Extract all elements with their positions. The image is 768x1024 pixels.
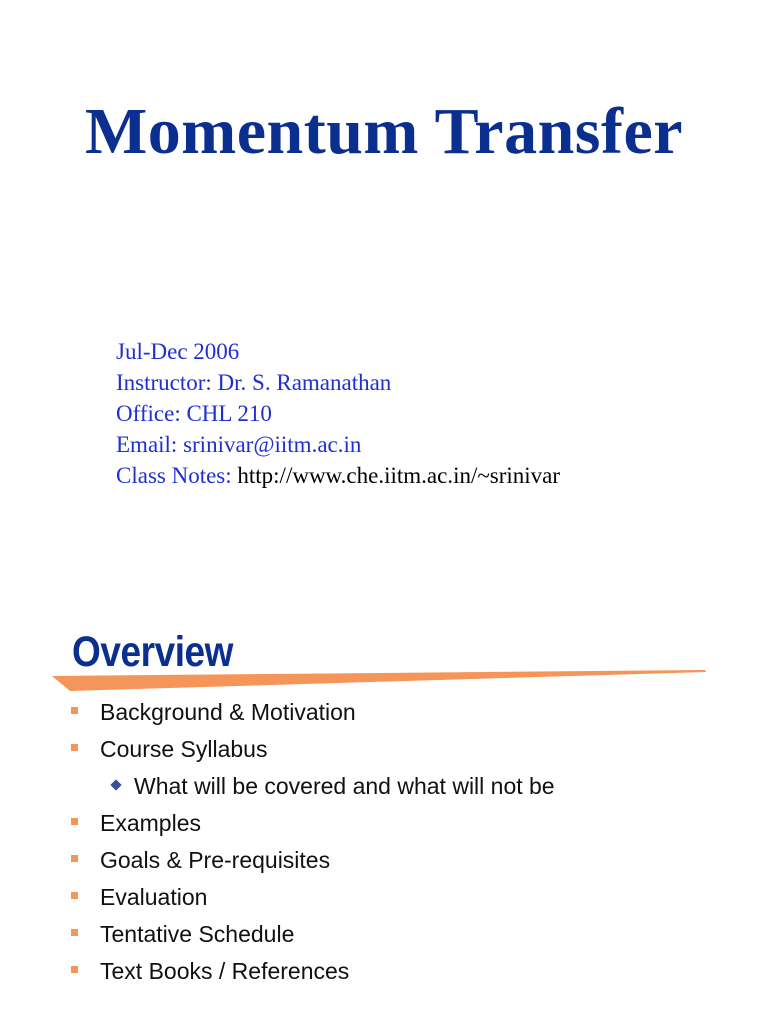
bullet-item bbox=[70, 842, 555, 879]
bullet-text: Background & Motivation bbox=[100, 699, 356, 725]
bullet-item bbox=[70, 953, 555, 990]
square-bullet-icon bbox=[71, 744, 78, 751]
course-info bbox=[116, 336, 560, 491]
bullet-item bbox=[70, 731, 555, 768]
bullet-text: Text Books / References bbox=[100, 958, 350, 984]
bullet-text: Examples bbox=[100, 810, 201, 836]
bullet-text: Tentative Schedule bbox=[100, 921, 295, 947]
class-notes-label: Class Notes: bbox=[116, 463, 232, 488]
class-notes-line bbox=[116, 460, 560, 491]
course-term: Jul-Dec 2006 bbox=[116, 339, 240, 364]
bullet-text: What will be covered and what will not be bbox=[134, 773, 555, 799]
bullet-item bbox=[70, 694, 555, 731]
bullet-text: Course Syllabus bbox=[100, 736, 268, 762]
bullet-text: Evaluation bbox=[100, 884, 208, 910]
square-bullet-icon bbox=[71, 855, 78, 862]
bullet-item bbox=[70, 879, 555, 916]
bullet-item bbox=[70, 805, 555, 842]
overview-slide bbox=[0, 600, 768, 1024]
bullet-text: Goals & Pre-requisites bbox=[100, 847, 331, 873]
square-bullet-icon bbox=[71, 929, 78, 936]
slide-title: Momentum Transfer bbox=[84, 95, 684, 168]
diamond-bullet-icon bbox=[110, 779, 121, 790]
square-bullet-icon bbox=[71, 892, 78, 899]
bullet-item bbox=[70, 916, 555, 953]
sub-bullet-item bbox=[70, 768, 555, 805]
course-instructor: Instructor: Dr. S. Ramanathan bbox=[116, 370, 392, 395]
course-email: Email: srinivar@iitm.ac.in bbox=[116, 432, 362, 457]
class-notes-url[interactable]: http://www.che.iitm.ac.in/~srinivar bbox=[237, 463, 561, 488]
square-bullet-icon bbox=[71, 966, 78, 973]
square-bullet-icon bbox=[71, 818, 78, 825]
overview-bullet-list bbox=[70, 694, 555, 990]
course-office: Office: CHL 210 bbox=[116, 401, 272, 426]
overview-title: Overview bbox=[72, 628, 234, 676]
square-bullet-icon bbox=[71, 707, 78, 714]
